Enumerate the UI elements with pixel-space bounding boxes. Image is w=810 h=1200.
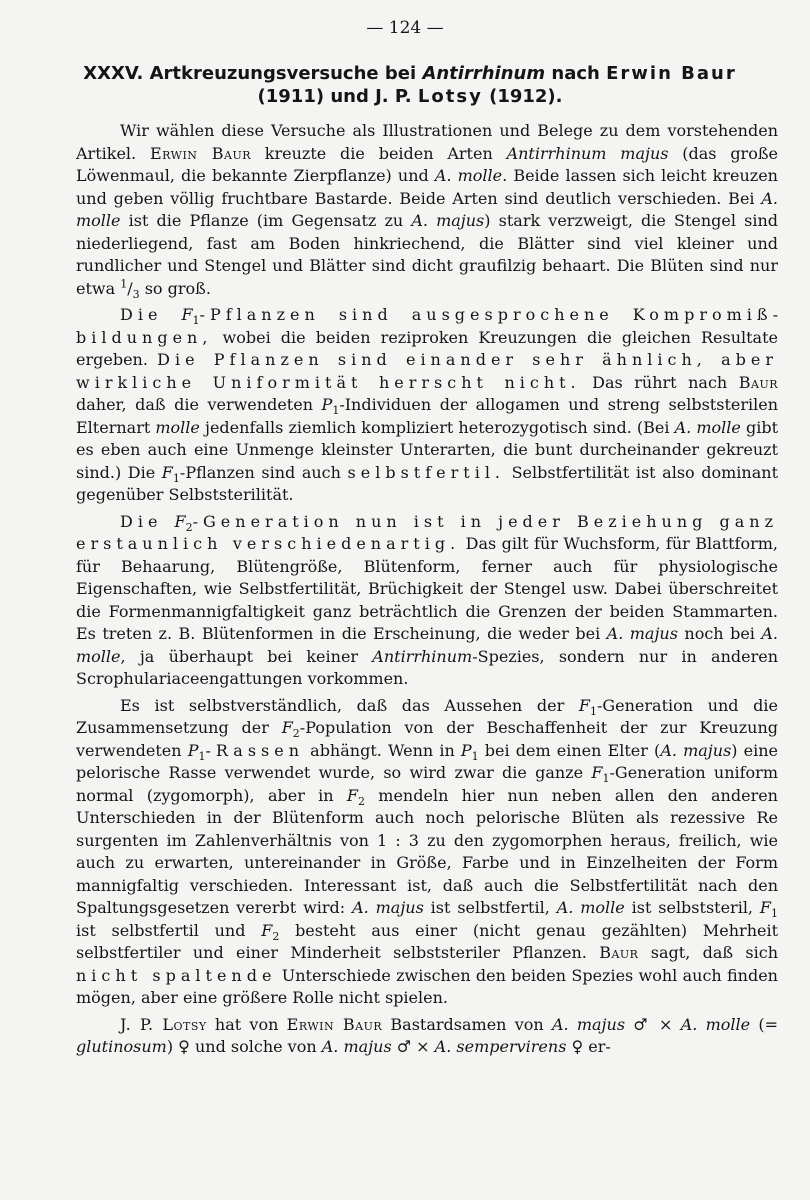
italic-run: P <box>187 740 199 760</box>
spaced-emphasis: -Pflanzen sind ausgesprochene Kompromißbildungen, <box>76 305 778 347</box>
subscript: 1 <box>589 704 597 718</box>
subscript: 2 <box>357 794 365 808</box>
body-text <box>76 120 778 1063</box>
italic-run: Antirrhinum majus <box>506 143 669 163</box>
author-name: Baur <box>599 943 639 962</box>
subscript: 1 <box>471 749 479 763</box>
subscript: 1 <box>602 772 610 786</box>
italic-run: A. majus <box>660 740 732 760</box>
italic-run: F <box>281 718 293 737</box>
paragraph-4: Es ist selbstverständlich, daß das Aussehen der $F_1$-Generation und die Zusammensetzung der $F_2$-Population von der Beschaffenheit der zur Kreuzung verwendeten $P_1$-Rassen abhängt. Wenn in $P_1$ bei dem einen Elter (A. majus) eine pelorische Rasse verwendet wurde, so wird zwar die ganze $F_1$-Generation uniform normal (zygomorph), aber in $F_2$ mendeln hier nun neben allen den anderen Unterschieden in der Blütenform auch noch pelorische Blüten als rezessive Re surgenten im Zahlenverhältnis von 1 : 3 zu den zygomorphen heraus, freilich, wie auch zu erwarten, untereinander in Größe, Farbe und in Einzelheiten der Form mannigfaltig verschieden. Interessant ist, daß auch die Selbstfertilität nach den Spaltungsgesetzen vererbt wird: A. majus ist selbstfertil, A. molle ist selbststeril, $F_1$ ist selbstfertil und $F_2$ besteht aus einer (nicht genau gezählten) Mehrheit selbstfertiler und einer Minderheit selbststeriler Pflanzen. Baur sagt, daß sich nicht spaltende Unterschiede zwischen den beiden Spezies wohl auch finden mögen, aber eine größere Rolle nicht spielen. <box>76 695 779 1007</box>
spaced-emphasis: -Rassen <box>205 740 305 760</box>
heading-year-1: (1911) und J. P. <box>257 86 412 107</box>
author-name: Erwin Baur <box>149 143 251 163</box>
spaced-emphasis: Die <box>120 511 175 531</box>
italic-run: A. molle <box>674 417 741 437</box>
italic-run: F <box>181 305 193 324</box>
section-heading <box>60 62 760 108</box>
italic-run: F <box>174 511 186 531</box>
subscript: 2 <box>292 727 300 741</box>
italic-run: glutinosum <box>76 1037 167 1056</box>
italic-run: A. molle <box>556 898 625 917</box>
spaced-emphasis: nicht spaltende <box>76 965 277 985</box>
italic-run: F <box>759 898 772 917</box>
subscript: 2 <box>272 929 280 943</box>
paragraph-3: Die $F_2$-Generation nun ist in jeder Beziehung ganz erstaunlich verschiedenartig. Das gilt für Wuchsform, für Blattform, für Behaarung, Blütengröße, Blütenform, ferner auch für physiologische Eigenschaften, wie Selbstfertilität, Brüchigkeit der Stengel usw. Dabei überschreitet die Formenmannigfaltigkeit ganz beträchtlich die Grenzen der beiden Stammarten. Es treten z. B. Blütenformen in die Erscheinung, die weder bei A. majus noch bei A. molle, ja überhaupt bei keiner Antirrhinum-Spezies, sondern nur in anderen Scrophulariaceengattungen vorkommen. <box>76 511 779 688</box>
italic-run: A. majus <box>321 1037 392 1056</box>
subscript: 1 <box>771 907 779 921</box>
italic-run: P <box>321 395 333 414</box>
paragraph-1: Wir wählen diese Versuche als Illustrationen und Belege zu dem vorstehenden Artikel. Erwin Baur kreuzte die beiden Arten Antirrhinum majus (das große Löwenmaul, die bekannte Zierpflanze) und A. molle. Beide lassen sich leicht kreuzen und geben völlig fruchtbare Bastarde. Beide Arten sind deutlich verschieden. Bei A. molle ist die Pflanze (im Gegensatz zu A. majus) stark verzweigt, die Stengel sind niederliegend, fast am Boden hinkriechend, die Blätter sind viel kleiner und rundlicher und Stengel und Blätter sind dicht graufilzig behaart. Die Blüten sind nur etwa $^1/_3$ so groß. <box>76 121 779 301</box>
heading-year-2: (1912). <box>489 86 563 107</box>
page-number: — 124 — <box>366 18 444 38</box>
italic-run: F <box>578 695 590 715</box>
subscript: 1 <box>172 471 180 485</box>
heading-author-2: Lotsy <box>417 86 483 107</box>
italic-run: F <box>161 462 173 482</box>
heading-prefix: XXXV. Artkreuzungsversuche bei <box>83 63 417 84</box>
spaced-emphasis: selbstfertil. <box>347 462 506 482</box>
italic-run: A. molle <box>680 1014 751 1034</box>
author-name: Erwin Baur <box>286 1014 383 1034</box>
italic-run: molle <box>155 417 200 437</box>
italic-run: Antirrhinum <box>372 646 473 666</box>
heading-genus: Antirrhinum <box>422 63 546 84</box>
heading-author-1: Erwin Baur <box>606 63 737 84</box>
subscript: 1 <box>332 404 340 418</box>
author-name: Baur <box>738 372 779 392</box>
spaced-emphasis: Die Pflanzen sind einander sehr ähnlich, aber wirkliche Uniformität herrscht nicht. <box>76 350 779 392</box>
italic-run: F <box>346 785 358 805</box>
italic-run: A. sempervirens <box>434 1037 567 1056</box>
italic-run: A. molle <box>76 624 779 666</box>
subscript: 2 <box>185 520 193 534</box>
italic-run: A. molle. <box>434 166 508 185</box>
italic-run: F <box>261 920 273 940</box>
italic-run: A. molle <box>76 188 778 230</box>
author-name: J. P. Lotsy <box>120 1014 207 1034</box>
italic-run: A. majus <box>606 624 678 643</box>
italic-run: A. majus <box>551 1014 626 1034</box>
italic-run: P <box>460 740 472 760</box>
italic-run: F <box>591 763 603 782</box>
subscript: 1 <box>192 314 200 328</box>
spaced-emphasis: Die <box>120 305 182 324</box>
italic-run: A. majus <box>411 211 485 230</box>
italic-run: A. majus <box>352 898 424 917</box>
fraction: $^1/_3$ <box>120 277 140 301</box>
spaced-emphasis: -Generation nun ist in jeder Beziehung ganz erstaunlich verschiedenartig. <box>76 511 778 553</box>
paragraph-5: J. P. Lotsy hat von Erwin Baur Bastardsamen von A. majus ♂ × A. molle (= glutinosum) ♀ und solche von A. majus ♂ × A. sempervirens ♀ er- <box>76 1014 779 1056</box>
subscript: 1 <box>198 749 206 763</box>
heading-mid: nach <box>551 63 600 84</box>
paragraph-2: Die $F_1$-Pflanzen sind ausgesprochene Kompromißbildungen, wobei die beiden reziproken Kreuzungen die gleichen Resultate ergeben. Die Pflanzen sind einander sehr ähnlich, aber wirkliche Uniformität herrscht nicht. Das rührt nach Baur daher, daß die verwendeten $P_1$-Individuen der allogamen und streng selbststerilen Elternart molle jedenfalls ziemlich kompliziert heterozygotisch sind. (Bei A. molle gibt es eben auch eine Unmenge kleinster Unterarten, die bunt durcheinander gekreuzt sind.) Die $F_1$-Pflanzen sind auch selbstfertil. Selbstfertilität ist also dominant gegenüber Selbststerilität. <box>76 305 779 504</box>
